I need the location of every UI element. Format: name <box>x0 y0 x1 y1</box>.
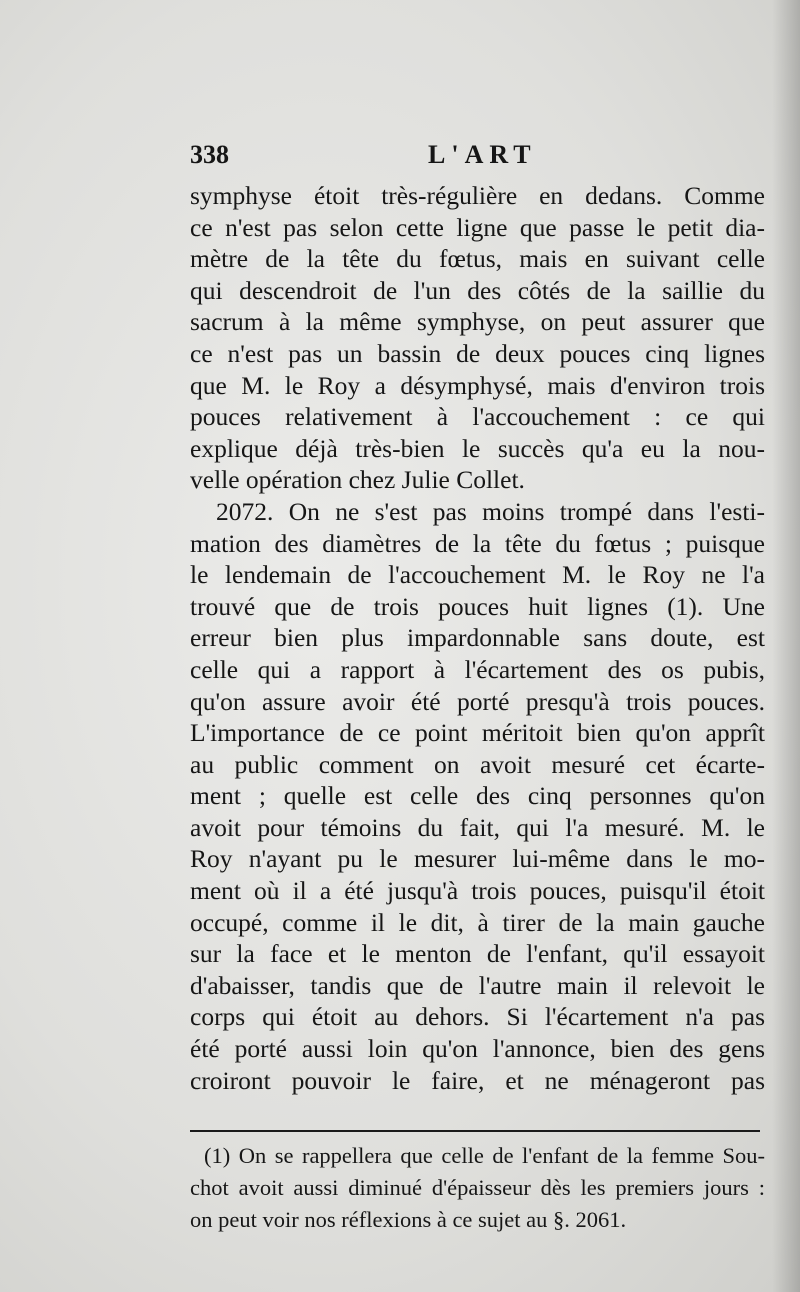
text-line: Roy n'ayant pu le mesurer lui-même dans le mo- <box>190 844 765 874</box>
text-line: ment où il a été jusqu'à trois pouces, puisqu'il étoit <box>190 876 765 906</box>
text-line: explique déjà très-bien le succès qu'a eu la nou- <box>190 433 765 463</box>
running-head: L'ART <box>428 140 537 169</box>
page-edge-shadow <box>772 0 800 1292</box>
text-line: celle qui a rapport à l'écartement des os pubis, <box>190 654 765 684</box>
text-line: trouvé que de trois pouces huit lignes (1). Une <box>190 591 765 621</box>
text-line: mètre de la tête du fœtus, mais en suivant celle <box>190 244 765 274</box>
paragraph-last-line: velle opération chez Julie Collet. <box>190 465 525 495</box>
text-line: L'importance de ce point méritoit bien qu'on apprît <box>190 718 765 748</box>
text-line: symphyse étoit très-régulière en dedans. Comme <box>190 181 765 210</box>
text-line: que M. le Roy a désymphysé, mais d'environ trois <box>190 370 765 400</box>
text-line: au public comment on avoit mesuré cet écarte- <box>190 749 765 779</box>
text-line: qui descendroit de l'un des côtés de la saillie du <box>190 275 765 305</box>
text-line: sur la face et le menton de l'enfant, qu'il essayoit <box>190 939 765 969</box>
text-line: pouces relativement à l'accouchement : ce qui <box>190 402 765 432</box>
text-line: qu'on assure avoir été porté presqu'à trois pouces. <box>190 686 765 716</box>
footnote-line: chot avoit aussi diminué d'épaisseur dès les premiers jours : <box>190 1175 765 1200</box>
text-line: été porté aussi loin qu'on l'annonce, bien des gens <box>190 1034 765 1064</box>
text-line: sacrum à la même symphyse, on peut assurer que <box>190 307 765 337</box>
footnote-line: on peut voir nos réflexions à ce sujet au §. 2061. <box>190 1207 627 1232</box>
text-line: le lendemain de l'accouchement M. le Roy ne l'a <box>190 560 765 590</box>
text-line: d'abaisser, tandis que de l'autre main il relevoit le <box>190 970 765 1000</box>
text-line: corps qui étoit au dehors. Si l'écartement n'a pas <box>190 1002 765 1032</box>
body-text <box>190 180 765 1096</box>
footnote-line: (1) On se rappellera que celle de l'enfant de la femme Sou- <box>204 1143 765 1168</box>
text-line: erreur bien plus impardonnable sans doute, est <box>190 623 765 653</box>
text-line: ce n'est pas un bassin de deux pouces cinq lignes <box>190 338 765 368</box>
text-line: ce n'est pas selon cette ligne que passe le petit dia- <box>190 212 765 242</box>
page-header <box>190 140 750 180</box>
text-line: mation des diamètres de la tête du fœtus ; puisque <box>190 528 765 558</box>
page-number: 338 <box>190 140 229 169</box>
footnote-rule <box>190 1130 760 1132</box>
footnotes <box>190 1140 765 1236</box>
text-line: ment ; quelle est celle des cinq personnes qu'on <box>190 781 765 811</box>
text-line: occupé, comme il le dit, à tirer de la main gauche <box>190 907 765 937</box>
text-line: croiront pouvoir le faire, et ne ménageront pas <box>190 1065 765 1095</box>
text-line: avoit pour témoins du fait, qui l'a mesuré. M. le <box>190 812 765 842</box>
paragraph-2072-first-line: 2072. On ne s'est pas moins trompé dans l'esti- <box>216 496 765 526</box>
